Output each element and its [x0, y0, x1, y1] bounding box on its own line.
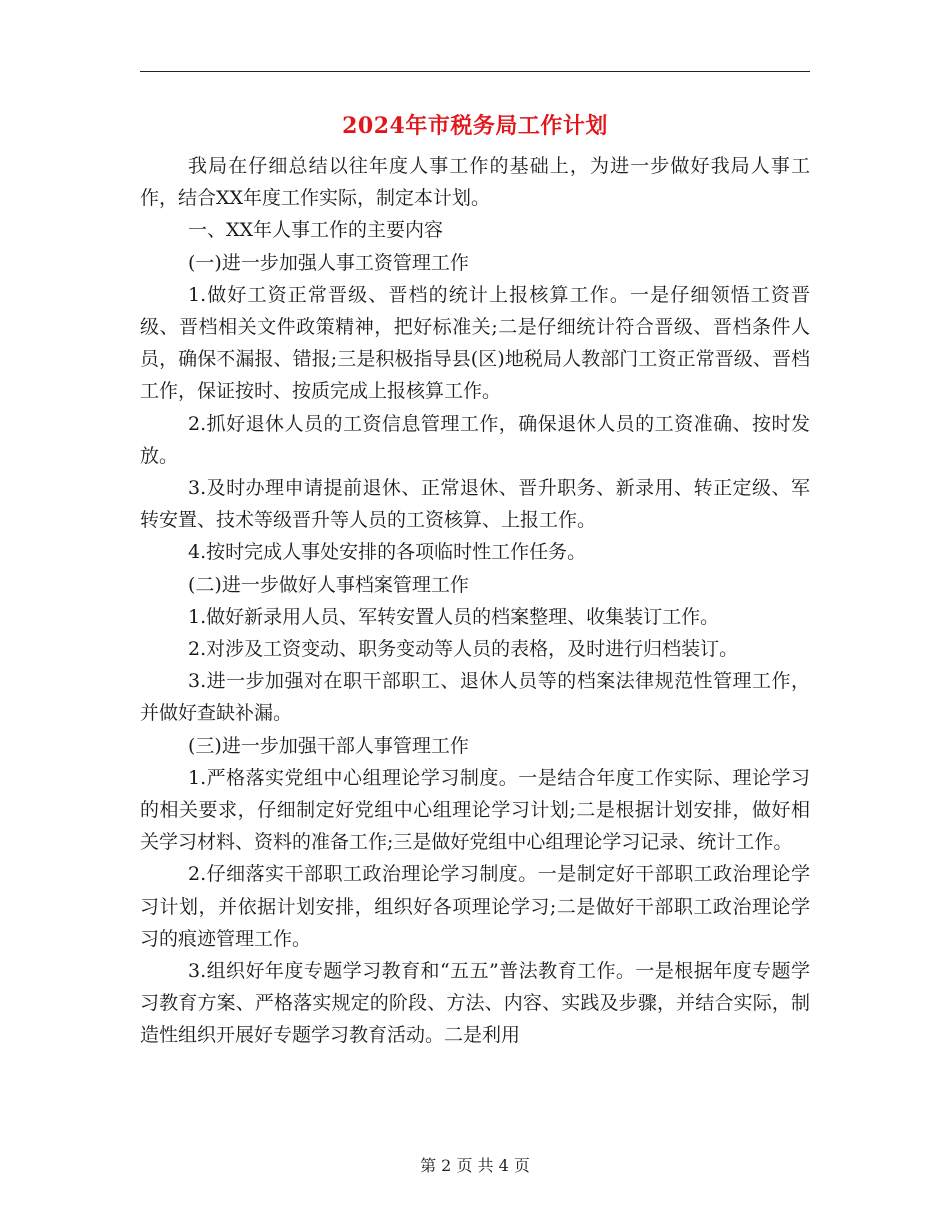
paragraph-item: 3.组织好年度专题学习教育和“五五”普法教育工作。一是根据年度专题学习教育方案、严格落实规定的阶段、方法、内容、实践及步骤，并结合实际，制造性组织开展好专题学习教育活动。二是利用	[140, 960, 810, 1047]
paragraph-item: 2.对涉及工资变动、职务变动等人员的表格，及时进行归档装订。	[188, 638, 739, 661]
document-body	[140, 150, 810, 1052]
document-title: 2024年市税务局工作计划	[342, 113, 608, 139]
paragraph-item: 1.做好新录用人员、军转安置人员的档案整理、收集装订工作。	[188, 605, 720, 628]
paragraph-item: 2.仔细落实干部职工政治理论学习制度。一是制定好干部职工政治理论学习计划，并依据计划安排，组织好各项理论学习;二是做好干部职工政治理论学习的痕迹管理工作。	[140, 863, 810, 950]
paragraph-item: 3.及时办理申请提前退休、正常退休、晋升职务、新录用、转正定级、军转安置、技术等级晋升等人员的工资核算、上报工作。	[140, 477, 810, 532]
section-heading-1: 一、XX年人事工作的主要内容	[188, 219, 444, 242]
subsection-heading-1: (一)进一步加强人事工资管理工作	[188, 251, 469, 274]
header-rule	[140, 71, 810, 72]
paragraph-item: 3.进一步加强对在职干部职工、退休人员等的档案法律规范性管理工作，并做好查缺补漏。	[140, 670, 810, 725]
subsection-heading-2: (二)进一步做好人事档案管理工作	[188, 573, 469, 596]
paragraph-item: 1.严格落实党组中心组理论学习制度。一是结合年度工作实际、理论学习的相关要求，仔细制定好党组中心组理论学习计划;二是根据计划安排，做好相关学习材料、资料的准备工作;三是做好党组中心组理论学习记录、统计工作。	[140, 766, 810, 854]
page-number: 第 2 页 共 4 页	[420, 1156, 530, 1175]
paragraph-intro: 我局在仔细总结以往年度人事工作的基础上，为进一步做好我局人事工作，结合XX年度工作实际，制定本计划。	[140, 155, 810, 210]
paragraph-item: 4.按时完成人事处安排的各项临时性工作任务。	[188, 541, 587, 564]
paragraph-item: 1.做好工资正常晋级、晋档的统计上报核算工作。一是仔细领悟工资晋级、晋档相关文件政策精神，把好标准关;二是仔细统计符合晋级、晋档条件人员，确保不漏报、错报;三是积极指导县(区)地税局人教部门工资正常晋级、晋档工作，保证按时、按质完成上报核算工作。	[140, 283, 810, 403]
paragraph-item: 2.抓好退休人员的工资信息管理工作，确保退休人员的工资准确、按时发放。	[140, 412, 810, 467]
page-footer	[140, 1155, 810, 1177]
subsection-heading-3: (三)进一步加强干部人事管理工作	[188, 734, 469, 757]
